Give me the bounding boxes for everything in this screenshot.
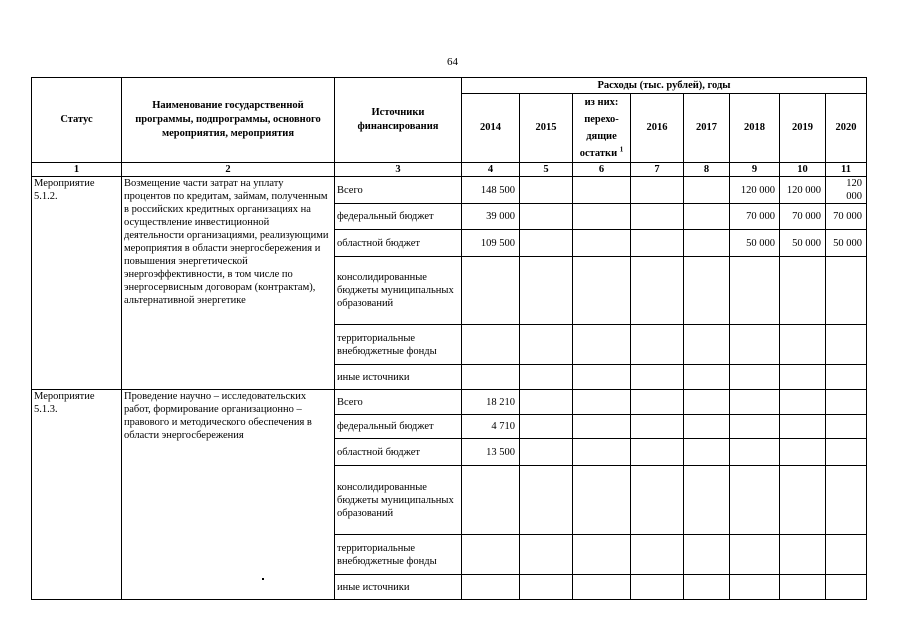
- value-2014: 148 500: [462, 177, 520, 204]
- value-2014: 18 210: [462, 390, 520, 415]
- carryover-line-4: остатки: [579, 148, 618, 159]
- value-2019: [780, 325, 826, 365]
- value-2018: 70 000: [730, 204, 780, 230]
- value-2018: [730, 575, 780, 600]
- value-2017: [684, 439, 730, 466]
- value-2017: [684, 177, 730, 204]
- source-cell: Всего: [335, 390, 462, 415]
- value-2020: [826, 439, 867, 466]
- column-number: 5: [520, 163, 573, 177]
- column-number: 6: [573, 163, 631, 177]
- value-2014: [462, 257, 520, 325]
- value-2019: [780, 257, 826, 325]
- value-2016: [631, 365, 684, 390]
- value-2015: [520, 390, 573, 415]
- value-2018: [730, 439, 780, 466]
- value-carryover: [573, 177, 631, 204]
- value-2016: [631, 204, 684, 230]
- source-cell: областной бюджет: [335, 230, 462, 257]
- value-2018: 120 000: [730, 177, 780, 204]
- header-year-2017: 2017: [684, 94, 730, 163]
- value-2014: 13 500: [462, 439, 520, 466]
- value-2017: [684, 230, 730, 257]
- value-2017: [684, 466, 730, 535]
- table-row: [32, 177, 867, 204]
- value-2015: [520, 535, 573, 575]
- value-2019: 50 000: [780, 230, 826, 257]
- value-2018: [730, 415, 780, 439]
- value-carryover: [573, 257, 631, 325]
- value-2018: [730, 390, 780, 415]
- header-status: Статус: [32, 78, 122, 163]
- value-2015: [520, 204, 573, 230]
- value-2015: [520, 466, 573, 535]
- value-2016: [631, 535, 684, 575]
- value-carryover: [573, 325, 631, 365]
- header-year-2018: 2018: [730, 94, 780, 163]
- header-year-2014: 2014: [462, 94, 520, 163]
- source-cell: территориальные внебюджетные фонды: [335, 325, 462, 365]
- activity-title: Проведение научно – исследовательских работ, формирование организационно – правового и методического обеспечения в области энергосбережения: [122, 390, 335, 600]
- value-2016: [631, 230, 684, 257]
- value-2020: [826, 325, 867, 365]
- value-2016: [631, 439, 684, 466]
- value-carryover: [573, 365, 631, 390]
- value-2019: [780, 466, 826, 535]
- value-carryover: [573, 204, 631, 230]
- source-cell: иные источники: [335, 575, 462, 600]
- value-2014: 39 000: [462, 204, 520, 230]
- value-2015: [520, 439, 573, 466]
- header-year-2015: 2015: [520, 94, 573, 163]
- activity-status: Мероприятие 5.1.2.: [32, 177, 122, 390]
- value-2017: [684, 204, 730, 230]
- column-number: 8: [684, 163, 730, 177]
- header-carryover: [573, 94, 631, 163]
- activity-title: Возмещение части затрат на уплату процентов по кредитам, займам, полученным в российских кредитных организациях на осуществление инвестиционной деятельности организациями, реализующими мероприятия в области энергосбережения и повышения энергетической энергоэффективности, в том числе по энергосервисным договорам (контрактам), альтернативной энергетике: [122, 177, 335, 390]
- value-2017: [684, 257, 730, 325]
- value-2019: [780, 439, 826, 466]
- source-cell: территориальные внебюджетные фонды: [335, 535, 462, 575]
- value-2019: [780, 415, 826, 439]
- header-year-2019: 2019: [780, 94, 826, 163]
- value-2014: [462, 365, 520, 390]
- column-number: 11: [826, 163, 867, 177]
- value-2015: [520, 177, 573, 204]
- value-2014: [462, 535, 520, 575]
- header-expenses: Расходы (тыс. рублей), годы: [462, 78, 867, 94]
- value-2015: [520, 575, 573, 600]
- value-2020: [826, 466, 867, 535]
- table-body: [32, 163, 867, 600]
- value-2014: [462, 466, 520, 535]
- header-year-2016: 2016: [631, 94, 684, 163]
- source-cell: областной бюджет: [335, 439, 462, 466]
- source-cell: иные источники: [335, 365, 462, 390]
- value-2020: [826, 365, 867, 390]
- header-sources: Источники финансирования: [335, 78, 462, 163]
- source-cell: Всего: [335, 177, 462, 204]
- value-2017: [684, 325, 730, 365]
- value-2020: [826, 390, 867, 415]
- value-2019: 120 000: [780, 177, 826, 204]
- value-2015: [520, 230, 573, 257]
- value-carryover: [573, 415, 631, 439]
- value-2017: [684, 535, 730, 575]
- source-cell: федеральный бюджет: [335, 415, 462, 439]
- page-number: 64: [447, 56, 458, 68]
- value-2020: 50 000: [826, 230, 867, 257]
- column-number: 2: [122, 163, 335, 177]
- value-2018: [730, 325, 780, 365]
- value-2019: [780, 535, 826, 575]
- value-2018: 50 000: [730, 230, 780, 257]
- activity-status: Мероприятие 5.1.3.: [32, 390, 122, 600]
- value-2016: [631, 466, 684, 535]
- value-2018: [730, 466, 780, 535]
- column-number: 1: [32, 163, 122, 177]
- column-number: 4: [462, 163, 520, 177]
- value-carryover: [573, 390, 631, 415]
- value-2014: 109 500: [462, 230, 520, 257]
- value-2016: [631, 177, 684, 204]
- value-2014: [462, 325, 520, 365]
- header-name: Наименование государственной программы, подпрограммы, основного мероприятия, мероприятия: [122, 78, 335, 163]
- column-number: 10: [780, 163, 826, 177]
- source-cell: консолидированные бюджеты муниципальных образований: [335, 257, 462, 325]
- value-2014: 4 710: [462, 415, 520, 439]
- value-2016: [631, 575, 684, 600]
- value-2014: [462, 575, 520, 600]
- value-carryover: [573, 535, 631, 575]
- source-cell: федеральный бюджет: [335, 204, 462, 230]
- budget-table: [31, 77, 867, 600]
- value-2018: [730, 257, 780, 325]
- value-2020: [826, 257, 867, 325]
- carryover-line-2: перехо-: [584, 114, 619, 125]
- value-carryover: [573, 575, 631, 600]
- value-2015: [520, 365, 573, 390]
- value-2018: [730, 535, 780, 575]
- footnote-mark: 1: [619, 145, 624, 154]
- value-2019: 70 000: [780, 204, 826, 230]
- column-number: 3: [335, 163, 462, 177]
- value-carryover: [573, 466, 631, 535]
- value-carryover: [573, 230, 631, 257]
- value-2015: [520, 415, 573, 439]
- value-2019: [780, 365, 826, 390]
- value-2016: [631, 257, 684, 325]
- value-2017: [684, 365, 730, 390]
- value-2015: [520, 257, 573, 325]
- value-2020: 120 000: [826, 177, 867, 204]
- scan-speck: [262, 578, 264, 580]
- column-number-row: [32, 163, 867, 177]
- value-carryover: [573, 439, 631, 466]
- value-2016: [631, 325, 684, 365]
- column-number: 9: [730, 163, 780, 177]
- carryover-line-3: дящие: [586, 131, 617, 142]
- carryover-line-1: из них:: [584, 97, 619, 108]
- value-2017: [684, 415, 730, 439]
- value-2019: [780, 390, 826, 415]
- value-2020: [826, 415, 867, 439]
- value-2017: [684, 575, 730, 600]
- value-2016: [631, 415, 684, 439]
- value-2019: [780, 575, 826, 600]
- header-year-2020: 2020: [826, 94, 867, 163]
- value-2020: [826, 535, 867, 575]
- column-number: 7: [631, 163, 684, 177]
- table-header: [32, 78, 867, 163]
- value-2020: [826, 575, 867, 600]
- value-2015: [520, 325, 573, 365]
- table-row: [32, 390, 867, 415]
- value-2018: [730, 365, 780, 390]
- value-2017: [684, 390, 730, 415]
- source-cell: консолидированные бюджеты муниципальных образований: [335, 466, 462, 535]
- value-2016: [631, 390, 684, 415]
- value-2020: 70 000: [826, 204, 867, 230]
